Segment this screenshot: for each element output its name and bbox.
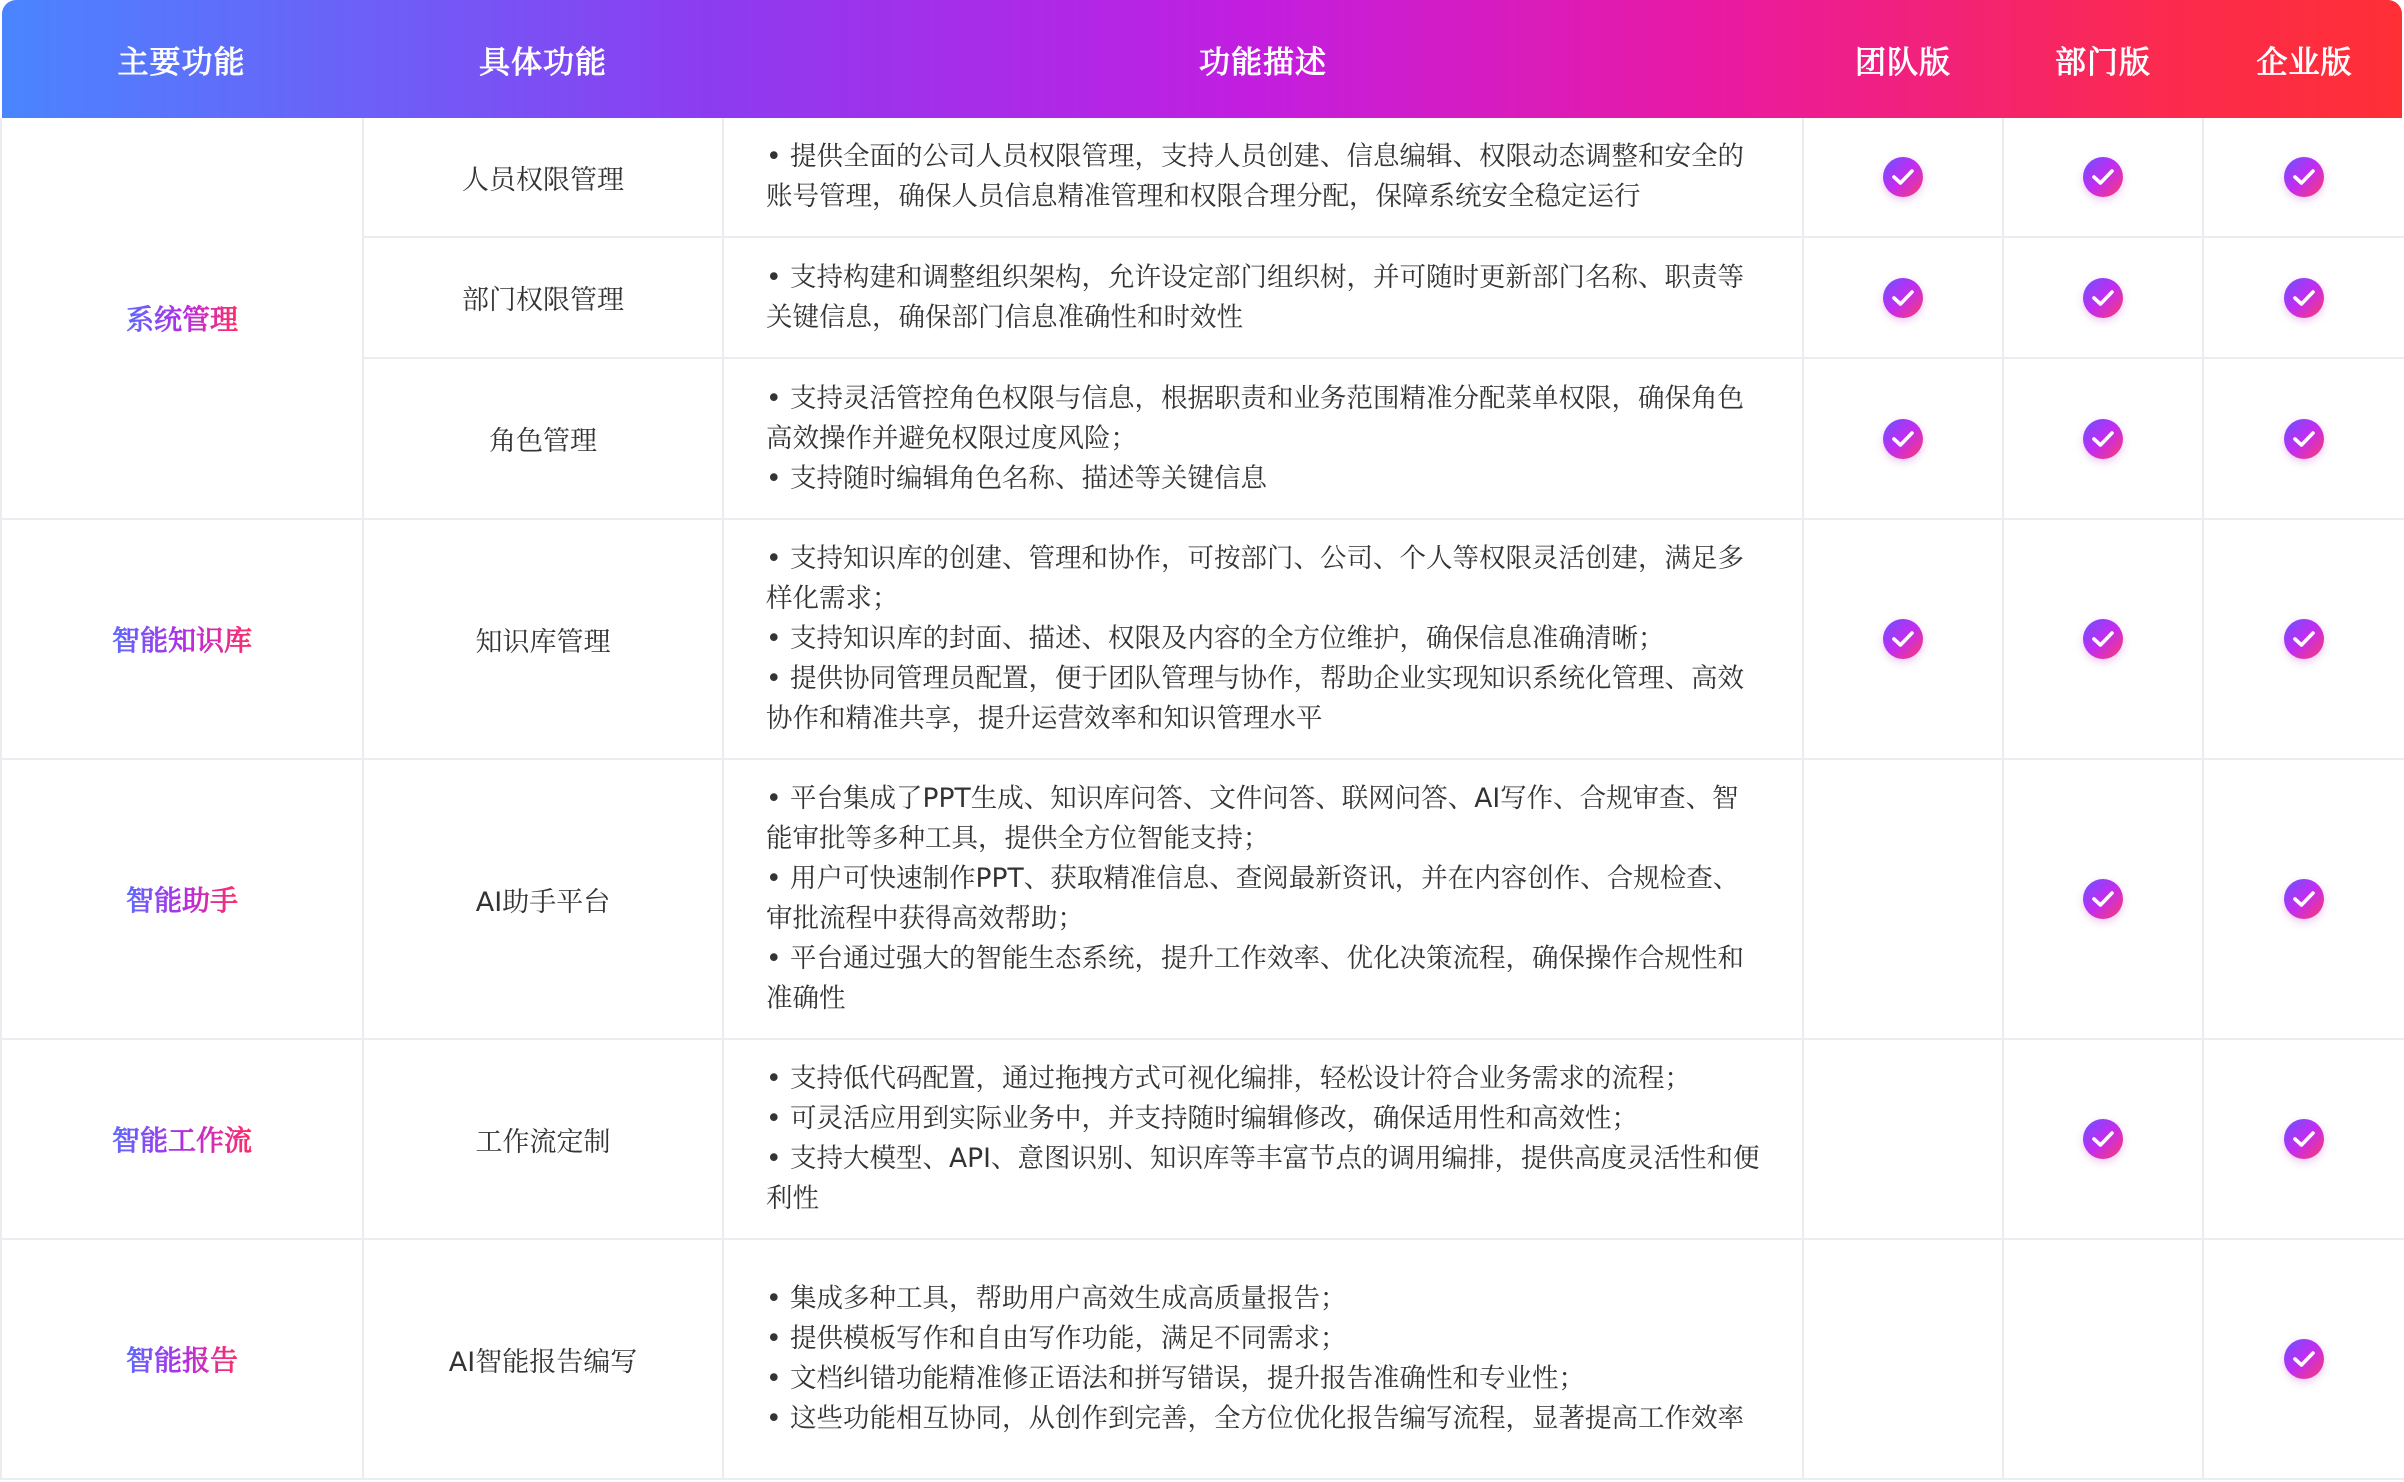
check-circle-icon (2284, 157, 2324, 197)
cell-dept (2003, 358, 2203, 519)
category-label: 智能工作流 (111, 1124, 252, 1157)
description-bullet: • 集成多种工具，帮助用户高效生成高质量报告； (766, 1283, 1347, 1314)
category-cell (1, 519, 363, 759)
category-label: 系统管理 (125, 303, 238, 336)
category-label: 智能知识库 (111, 624, 252, 657)
description-bullet: • 提供全面的公司人员权限管理，支持人员创建、信息编辑、权限动态调整和安全的账号管理，确保人员信息精准管理和权限合理分配，保障系统安全稳定运行 (766, 141, 1745, 212)
table-row (1, 1039, 2404, 1239)
check-circle-icon (2083, 879, 2123, 919)
check-circle-icon (1883, 419, 1923, 459)
description-bullet: • 用户可快速制作PPT、获取精准信息、查阅最新资讯，并在内容创作、合规检查、审批流程中获得高效帮助； (766, 863, 1740, 934)
table-row (1, 1239, 2404, 1479)
check-circle-icon (2083, 157, 2123, 197)
description-bullet: • 可灵活应用到实际业务中，并支持随时编辑修改，确保适用性和高效性； (766, 1103, 1639, 1134)
description-bullet: • 文档纠错功能精准修正语法和拼写错误，提升报告准确性和专业性； (766, 1363, 1586, 1394)
cell-enterprise (2203, 759, 2404, 1039)
check-circle-icon (1883, 619, 1923, 659)
description-bullet: • 平台通过强大的智能生态系统，提升工作效率、优化决策流程，确保操作合规性和准确性 (766, 943, 1745, 1014)
category-label: 智能报告 (125, 1344, 238, 1377)
description-bullet: • 平台集成了PPT生成、知识库问答、文件问答、联网问答、AI写作、合规审查、智能审批等多种工具，提供全方位智能支持； (766, 783, 1739, 854)
cell-team (1803, 358, 2003, 519)
table-body (1, 118, 2404, 1479)
check-circle-icon (2284, 1339, 2324, 1379)
cell-team (1803, 1239, 2003, 1479)
cell-enterprise (2203, 358, 2404, 519)
description-bullet: • 支持灵活管控角色权限与信息，根据职责和业务范围精准分配菜单权限，确保角色高效操作并避免权限过度风险； (766, 382, 1745, 454)
check-circle-icon (2083, 278, 2123, 318)
cell-enterprise (2203, 118, 2404, 237)
category-cell (1, 118, 363, 519)
header-enterprise-edition: 企业版 (2256, 44, 2353, 81)
cell-enterprise (2203, 237, 2404, 358)
feature-name: 知识库管理 (363, 519, 723, 759)
cell-dept (2003, 1239, 2203, 1479)
check-circle-icon (2284, 278, 2324, 318)
header-team-edition: 团队版 (1803, 0, 2003, 118)
cell-dept (2003, 118, 2203, 237)
check-circle-icon (2284, 619, 2324, 659)
feature-description (723, 1239, 1803, 1479)
cell-team (1803, 759, 2003, 1039)
description-bullet: • 这些功能相互协同，从创作到完善，全方位优化报告编写流程，显著提高工作效率 (766, 1403, 1745, 1434)
cell-enterprise (2203, 1239, 2404, 1479)
feature-description (723, 1039, 1803, 1239)
cell-dept (2003, 1039, 2203, 1239)
category-cell (1, 759, 363, 1039)
feature-description (723, 519, 1803, 759)
check-circle-icon (2284, 419, 2324, 459)
description-bullet: • 支持构建和调整组织架构，允许设定部门组织树，并可随时更新部门名称、职责等关键信息，确保部门信息准确性和时效性 (766, 261, 1745, 333)
description-bullet: • 支持随时编辑角色名称、描述等关键信息 (766, 462, 1268, 494)
feature-description (723, 118, 1803, 237)
header-specific-function: 具体功能 (363, 0, 723, 118)
cell-enterprise (2203, 519, 2404, 759)
description-bullet: • 支持低代码配置，通过拖拽方式可视化编排，轻松设计符合业务需求的流程； (766, 1063, 1692, 1094)
check-circle-icon (2284, 879, 2324, 919)
feature-description (723, 237, 1803, 358)
description-bullet: • 支持大模型、API、意图识别、知识库等丰富节点的调用编排，提供高度灵活性和便利性 (766, 1143, 1760, 1214)
cell-team (1803, 519, 2003, 759)
feature-name: 人员权限管理 (363, 118, 723, 237)
description-bullet: • 支持知识库的创建、管理和协作，可按部门、公司、个人等权限灵活创建，满足多样化需求； (766, 543, 1745, 614)
cell-dept (2003, 237, 2203, 358)
feature-description (723, 759, 1803, 1039)
feature-name: 工作流定制 (363, 1039, 723, 1239)
cell-dept (2003, 519, 2203, 759)
cell-team (1803, 1039, 2003, 1239)
description-bullet: • 支持知识库的封面、描述、权限及内容的全方位维护，确保信息准确清晰； (766, 623, 1665, 654)
header-description: 功能描述 (723, 0, 1803, 118)
feature-name: 部门权限管理 (363, 237, 723, 358)
check-circle-icon (2284, 1119, 2324, 1159)
header-row (1, 0, 2404, 118)
category-cell (1, 1239, 363, 1479)
check-circle-icon (2083, 419, 2123, 459)
description-bullet: • 提供模板写作和自由写作功能，满足不同需求； (766, 1323, 1347, 1354)
feature-name: 角色管理 (363, 358, 723, 519)
table-row (1, 118, 2404, 237)
cell-team (1803, 118, 2003, 237)
check-circle-icon (1883, 278, 1923, 318)
table-row (1, 759, 2404, 1039)
feature-description (723, 358, 1803, 519)
header-department-edition: 部门版 (2003, 0, 2203, 118)
category-cell (1, 1039, 363, 1239)
feature-name: AI助手平台 (363, 759, 723, 1039)
check-circle-icon (2083, 619, 2123, 659)
description-bullet: • 提供协同管理员配置，便于团队管理与协作，帮助企业实现知识系统化管理、高效协作和精准共享，提升运营效率和知识管理水平 (766, 663, 1745, 734)
category-label: 智能助手 (125, 884, 238, 917)
check-circle-icon (1883, 157, 1923, 197)
table-row (1, 519, 2404, 759)
cell-enterprise (2203, 1039, 2404, 1239)
table-header (1, 0, 2404, 118)
feature-name: AI智能报告编写 (363, 1239, 723, 1479)
cell-team (1803, 237, 2003, 358)
check-circle-icon (2083, 1119, 2123, 1159)
cell-dept (2003, 759, 2203, 1039)
header-main-function: 主要功能 (1, 0, 363, 118)
